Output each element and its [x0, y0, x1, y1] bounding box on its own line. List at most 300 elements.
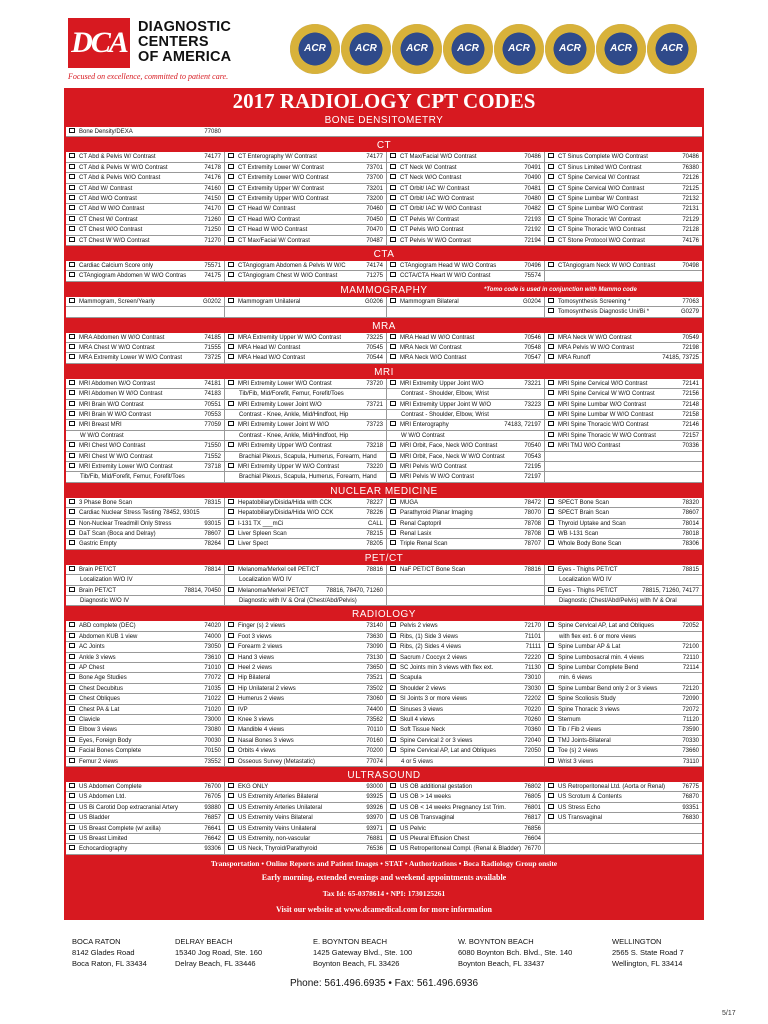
checkbox[interactable] [69, 442, 75, 447]
checkbox[interactable] [390, 726, 396, 731]
procedure-label: W W/O Contrast [80, 432, 124, 439]
checkbox[interactable] [548, 814, 554, 819]
procedure-label: Ribs, (1) Side 3 views [400, 633, 459, 640]
checkbox[interactable] [390, 272, 396, 277]
checkbox[interactable] [69, 685, 75, 690]
location-city: DELRAY BEACH [175, 937, 233, 946]
checkbox[interactable] [548, 783, 554, 788]
checkbox[interactable] [69, 622, 75, 627]
checkbox[interactable] [390, 401, 396, 406]
checkbox[interactable] [548, 237, 554, 242]
checkbox[interactable] [69, 643, 75, 648]
location-city: E. BOYNTON BEACH [313, 937, 388, 946]
checkbox[interactable] [228, 664, 234, 669]
checkbox[interactable] [390, 804, 396, 809]
checkbox[interactable] [548, 298, 554, 303]
checkbox[interactable] [69, 695, 75, 700]
checkbox[interactable] [548, 654, 554, 659]
procedure-label: MRI Spine Thoracic W/O Contrast [558, 422, 649, 429]
table-row [66, 462, 702, 472]
checkbox[interactable] [69, 566, 75, 571]
checkbox[interactable] [548, 793, 554, 798]
checkbox[interactable] [390, 237, 396, 242]
checkbox[interactable] [228, 185, 234, 190]
checkbox[interactable] [390, 174, 396, 179]
table-row [66, 389, 702, 399]
cpt-code: 73562 [366, 716, 383, 723]
checkbox[interactable] [390, 835, 396, 840]
cpt-cell [224, 684, 386, 694]
checkbox[interactable] [69, 401, 75, 406]
table-row [66, 565, 702, 575]
checkbox[interactable] [69, 793, 75, 798]
checkbox[interactable] [228, 825, 234, 830]
checkbox[interactable] [69, 390, 75, 395]
cpt-cell [386, 824, 544, 834]
checkbox[interactable] [69, 654, 75, 659]
checkbox[interactable] [390, 793, 396, 798]
checkbox[interactable] [390, 783, 396, 788]
cpt-code: 76775 [682, 784, 699, 790]
checkbox[interactable] [548, 164, 554, 169]
checkbox[interactable] [548, 432, 554, 437]
procedure-label: MRI Extremity Upper W/O Contrast [238, 443, 332, 450]
cpt-sheet [64, 88, 704, 920]
checkbox[interactable] [228, 845, 234, 850]
cpt-code: 78814 [204, 566, 221, 573]
checkbox[interactable] [548, 643, 554, 648]
checkbox[interactable] [548, 622, 554, 627]
checkbox[interactable] [390, 622, 396, 627]
checkbox[interactable] [390, 530, 396, 535]
cpt-cell [224, 705, 386, 715]
procedure-label: SPECT Brain Scan [558, 510, 609, 517]
checkbox[interactable] [228, 520, 234, 525]
checkbox[interactable] [69, 716, 75, 721]
checkbox[interactable] [228, 737, 234, 742]
checkbox[interactable] [548, 195, 554, 200]
cpt-code: 72157 [682, 432, 699, 439]
checkbox[interactable] [228, 463, 234, 468]
checkbox[interactable] [69, 298, 75, 303]
table-row [66, 715, 702, 725]
checkbox[interactable] [228, 747, 234, 752]
checkbox[interactable] [390, 380, 396, 385]
cpt-cell [544, 173, 702, 183]
checkbox[interactable] [69, 195, 75, 200]
checkbox[interactable] [228, 654, 234, 659]
cpt-code: 72193 [524, 216, 541, 223]
checkbox[interactable] [548, 726, 554, 731]
procedure-label: Spine Cervical AP, Lat and Obliques [558, 623, 654, 630]
cpt-code: 72114 [682, 664, 699, 671]
checkbox[interactable] [69, 835, 75, 840]
checkbox[interactable] [548, 216, 554, 221]
cpt-code: 73060 [366, 696, 383, 703]
table-row [66, 621, 702, 631]
cpt-cell [386, 642, 544, 652]
checkbox[interactable] [548, 540, 554, 545]
cpt-cell [386, 757, 544, 767]
cpt-code: 70481 [524, 185, 541, 192]
checkbox[interactable] [228, 421, 234, 426]
checkbox[interactable] [69, 540, 75, 545]
checkbox[interactable] [228, 758, 234, 763]
cpt-cell [66, 163, 224, 173]
cpt-code: 73218 [366, 443, 383, 450]
checkbox[interactable] [228, 164, 234, 169]
checkbox[interactable] [228, 530, 234, 535]
checkbox[interactable] [390, 354, 396, 359]
checkbox[interactable] [228, 174, 234, 179]
checkbox[interactable] [548, 509, 554, 514]
cpt-cell [224, 621, 386, 631]
checkbox[interactable] [228, 566, 234, 571]
cpt-code: 77063 [682, 298, 699, 305]
checkbox[interactable] [548, 442, 554, 447]
procedure-label: Hip Unilateral 2 views [238, 685, 296, 692]
checkbox[interactable] [548, 587, 554, 592]
checkbox[interactable] [69, 205, 75, 210]
procedure-label: Spine Cervical AP, Lat and Obliques [400, 748, 496, 755]
cpt-cell [386, 498, 544, 508]
table-row [66, 441, 702, 451]
cpt-cell [386, 441, 544, 451]
checkbox[interactable] [69, 262, 75, 267]
checkbox[interactable] [548, 354, 554, 359]
checkbox[interactable] [390, 706, 396, 711]
table-row [66, 596, 702, 606]
checkbox[interactable] [548, 380, 554, 385]
checkbox[interactable] [69, 825, 75, 830]
checkbox[interactable] [390, 685, 396, 690]
cpt-cell [66, 194, 224, 204]
checkbox[interactable] [69, 747, 75, 752]
checkbox[interactable] [390, 421, 396, 426]
cpt-cell [66, 586, 224, 596]
procedure-label: Brachial Plexus, Scapula, Humerus, Forearm, Hand [239, 453, 377, 460]
checkbox[interactable] [390, 654, 396, 659]
checkbox[interactable] [228, 442, 234, 447]
procedure-label: Localization W/O IV [239, 577, 292, 584]
checkbox[interactable] [548, 205, 554, 210]
checkbox[interactable] [228, 587, 234, 592]
procedure-label: MRI Spine Cervical W/O Contrast [558, 380, 648, 387]
cpt-cell [544, 184, 702, 194]
procedure-label: CT Abd & Pelvis W/ Contrast [79, 154, 156, 161]
procedure-label: Toe (s) 2 views [558, 748, 599, 755]
checkbox[interactable] [69, 783, 75, 788]
checkbox[interactable] [390, 747, 396, 752]
checkbox[interactable] [548, 344, 554, 349]
checkbox[interactable] [548, 185, 554, 190]
cpt-code: 71120 [682, 716, 699, 723]
checkbox[interactable] [390, 344, 396, 349]
checkbox[interactable] [390, 195, 396, 200]
cpt-cell [224, 694, 386, 704]
checkbox[interactable] [548, 520, 554, 525]
checkbox[interactable] [390, 814, 396, 819]
cpt-cell [386, 803, 544, 813]
checkbox[interactable] [228, 706, 234, 711]
procedure-label: Ankle 3 views [79, 654, 116, 661]
cpt-cell [66, 834, 224, 844]
checkbox[interactable] [390, 695, 396, 700]
cpt-cell [66, 225, 224, 235]
logo-name [138, 20, 231, 65]
checkbox[interactable] [69, 128, 75, 133]
cpt-cell [386, 596, 544, 606]
checkbox[interactable] [390, 442, 396, 447]
cpt-code: 71101 [524, 633, 541, 640]
checkbox[interactable] [69, 530, 75, 535]
cpt-cell [66, 736, 224, 746]
checkbox[interactable] [228, 674, 234, 679]
checkbox[interactable] [228, 685, 234, 690]
checkbox[interactable] [69, 380, 75, 385]
table-row [66, 844, 702, 854]
checkbox[interactable] [548, 530, 554, 535]
checkbox[interactable] [228, 195, 234, 200]
checkbox[interactable] [390, 566, 396, 571]
checkbox[interactable] [69, 185, 75, 190]
procedure-label: Spine Scoliosis Study [558, 696, 616, 703]
checkbox[interactable] [548, 664, 554, 669]
cpt-code: 70200 [366, 748, 383, 755]
cpt-code: 76881 [366, 836, 383, 842]
checkbox[interactable] [228, 643, 234, 648]
checkbox[interactable] [548, 421, 554, 426]
checkbox[interactable] [228, 262, 234, 267]
checkbox[interactable] [228, 272, 234, 277]
cpt-cell [224, 632, 386, 642]
checkbox[interactable] [390, 334, 396, 339]
checkbox[interactable] [548, 334, 554, 339]
procedure-label: US Extremity Veins Bilateral [238, 815, 313, 822]
checkbox[interactable] [228, 153, 234, 158]
table-row [66, 163, 702, 173]
cpt-cell [386, 173, 544, 183]
checkbox[interactable] [390, 716, 396, 721]
checkbox[interactable] [228, 783, 234, 788]
procedure-label: CT Max/Facial W/O Contrast [400, 154, 477, 161]
procedure-label: CT Head W W/O Contrast [238, 227, 308, 234]
procedure-label: US Transvaginal [558, 815, 603, 822]
checkbox[interactable] [69, 664, 75, 669]
checkbox[interactable] [228, 334, 234, 339]
checkbox[interactable] [228, 354, 234, 359]
checkbox[interactable] [69, 758, 75, 763]
checkbox[interactable] [69, 804, 75, 809]
checkbox[interactable] [390, 664, 396, 669]
procedure-label: Liver Spleen Scan [238, 530, 287, 537]
checkbox[interactable] [390, 205, 396, 210]
checkbox[interactable] [228, 622, 234, 627]
checkbox[interactable] [390, 520, 396, 525]
procedure-label: Triple Renal Scan [400, 541, 448, 548]
cpt-cell [544, 596, 702, 606]
checkbox[interactable] [390, 845, 396, 850]
checkbox[interactable] [390, 453, 396, 458]
checkbox[interactable] [69, 411, 75, 416]
checkbox[interactable] [390, 643, 396, 648]
checkbox[interactable] [548, 804, 554, 809]
table-row [66, 782, 702, 792]
cpt-cell [224, 663, 386, 673]
cpt-code: 93925 [366, 794, 383, 801]
checkbox[interactable] [390, 633, 396, 638]
procedure-label: Spine Lumbosacral min. 4 views [558, 654, 645, 661]
procedure-label: Chest PA & Lat [79, 706, 120, 713]
checkbox[interactable] [390, 737, 396, 742]
procedure-label: Cardiac Calcium Score only [79, 263, 154, 269]
table-row [66, 642, 702, 652]
checkbox[interactable] [390, 463, 396, 468]
checkbox[interactable] [228, 344, 234, 349]
checkbox[interactable] [228, 540, 234, 545]
checkbox[interactable] [69, 520, 75, 525]
checkbox[interactable] [228, 298, 234, 303]
checkbox[interactable] [228, 380, 234, 385]
checkbox[interactable] [69, 344, 75, 349]
checkbox[interactable] [69, 174, 75, 179]
acr-seal-icon: ACR [647, 24, 697, 74]
location-address [72, 936, 147, 969]
checkbox[interactable] [548, 262, 554, 267]
table-row [66, 215, 702, 225]
checkbox[interactable] [69, 509, 75, 514]
checkbox[interactable] [69, 845, 75, 850]
checkbox[interactable] [390, 473, 396, 478]
checkbox[interactable] [548, 226, 554, 231]
checkbox[interactable] [390, 164, 396, 169]
checkbox[interactable] [228, 216, 234, 221]
checkbox[interactable] [69, 237, 75, 242]
cpt-cell [386, 431, 544, 441]
cpt-code: 93351 [682, 804, 699, 811]
checkbox[interactable] [69, 674, 75, 679]
procedure-label: Facial Bones Complete [79, 748, 142, 755]
checkbox[interactable] [548, 747, 554, 752]
section-header-rad: RADIOLOGY [352, 609, 416, 621]
checkbox[interactable] [390, 499, 396, 504]
checkbox[interactable] [69, 737, 75, 742]
cpt-code: 70330 [682, 737, 699, 744]
checkbox[interactable] [228, 695, 234, 700]
checkbox[interactable] [228, 499, 234, 504]
checkbox[interactable] [548, 153, 554, 158]
procedure-label: Mandible 4 views [238, 727, 285, 734]
checkbox[interactable] [69, 334, 75, 339]
checkbox[interactable] [69, 272, 75, 277]
section-cta [66, 261, 702, 282]
checkbox[interactable] [390, 185, 396, 190]
checkbox[interactable] [69, 421, 75, 426]
cpt-code: 73701 [366, 164, 383, 171]
checkbox[interactable] [228, 237, 234, 242]
cpt-cell [224, 673, 386, 683]
checkbox[interactable] [69, 499, 75, 504]
checkbox[interactable] [548, 390, 554, 395]
checkbox[interactable] [548, 174, 554, 179]
checkbox[interactable] [69, 814, 75, 819]
checkbox[interactable] [548, 706, 554, 711]
checkbox[interactable] [228, 633, 234, 638]
table-row [66, 204, 702, 214]
cpt-cell [386, 472, 544, 482]
checkbox[interactable] [390, 226, 396, 231]
checkbox[interactable] [390, 298, 396, 303]
cpt-cell [66, 261, 224, 271]
checkbox[interactable] [548, 566, 554, 571]
checkbox[interactable] [548, 758, 554, 763]
cpt-cell [66, 379, 224, 389]
checkbox[interactable] [548, 411, 554, 416]
checkbox[interactable] [69, 164, 75, 169]
checkbox[interactable] [228, 804, 234, 809]
cpt-code: 70544 [366, 355, 383, 362]
checkbox[interactable] [548, 716, 554, 721]
cpt-cell [66, 431, 224, 441]
checkbox[interactable] [548, 737, 554, 742]
checkbox[interactable] [390, 825, 396, 830]
checkbox[interactable] [390, 674, 396, 679]
checkbox[interactable] [390, 509, 396, 514]
checkbox[interactable] [390, 216, 396, 221]
cpt-cell [386, 725, 544, 735]
cpt-cell [224, 586, 386, 596]
procedure-label: CT Chest W W/O Contrast [79, 237, 150, 244]
checkbox[interactable] [228, 509, 234, 514]
checkbox[interactable] [548, 308, 554, 313]
checkbox[interactable] [69, 153, 75, 158]
checkbox[interactable] [228, 835, 234, 840]
cpt-code: 70491 [524, 164, 541, 171]
cpt-cell [544, 472, 702, 482]
checkbox[interactable] [69, 354, 75, 359]
checkbox[interactable] [228, 205, 234, 210]
checkbox[interactable] [548, 695, 554, 700]
checkbox[interactable] [228, 793, 234, 798]
section-mra [66, 333, 702, 364]
checkbox[interactable] [69, 633, 75, 638]
checkbox[interactable] [69, 453, 75, 458]
checkbox[interactable] [69, 726, 75, 731]
procedure-label: Knee 3 views [238, 716, 274, 723]
checkbox[interactable] [228, 814, 234, 819]
checkbox[interactable] [548, 685, 554, 690]
cpt-code: 72110 [682, 654, 699, 661]
checkbox[interactable] [69, 463, 75, 468]
checkbox[interactable] [69, 706, 75, 711]
checkbox[interactable] [390, 262, 396, 267]
checkbox[interactable] [548, 401, 554, 406]
checkbox[interactable] [69, 226, 75, 231]
checkbox[interactable] [228, 401, 234, 406]
checkbox[interactable] [228, 726, 234, 731]
checkbox[interactable] [69, 216, 75, 221]
procedure-label: US Extremity Arteries Unilateral [238, 804, 323, 811]
checkbox[interactable] [548, 499, 554, 504]
checkbox[interactable] [390, 540, 396, 545]
cpt-code: 72158 [682, 411, 699, 418]
checkbox[interactable] [390, 153, 396, 158]
checkbox[interactable] [228, 226, 234, 231]
procedure-label: MRA Extremity Upper W W/O Contrast [238, 334, 342, 341]
cpt-cell [544, 565, 702, 575]
checkbox[interactable] [228, 716, 234, 721]
checkbox[interactable] [69, 587, 75, 592]
